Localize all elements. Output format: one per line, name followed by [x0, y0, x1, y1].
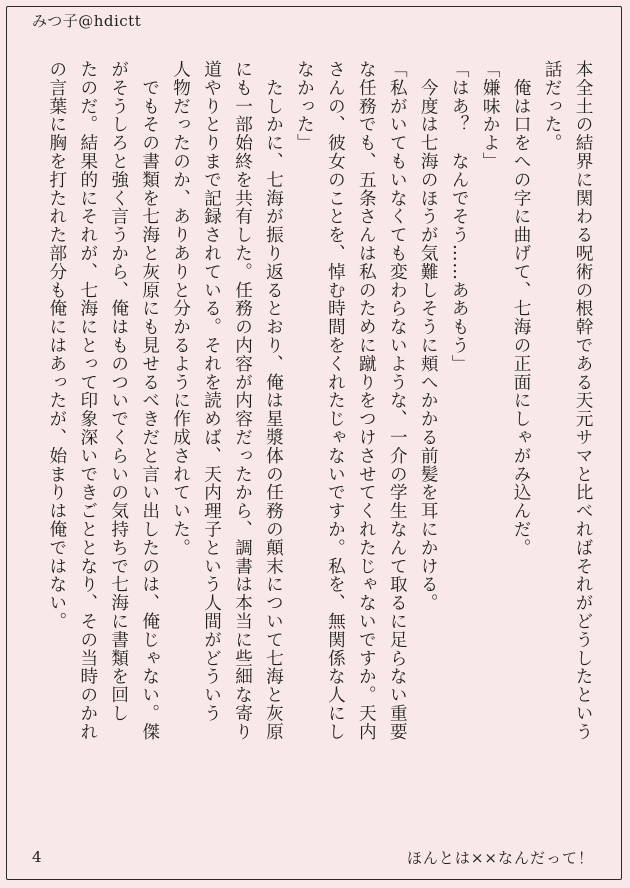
text-line: 「嫌味かよ」 [480, 60, 501, 171]
text-line: 俺は口をへの字に曲げて、七海の正面にしゃがみ込んだ。 [511, 60, 532, 557]
author-handle: みつ子@hdictt [32, 12, 142, 30]
text-line: にも一部始終を共有した。任務の内容が内容だったから、調書は本当に些細な寄り [232, 60, 253, 741]
text-line: でもその書類を七海と灰原にも見せるべきだと言い出したのは、俺じゃない。傑 [139, 60, 160, 741]
page-number: 4 [32, 848, 42, 866]
text-line: 道やりとりまで記録されている。それを読めば、天内理子という人間がどういう [201, 60, 222, 723]
text-line: たのだ。結果的にそれが、七海にとって印象深いできごととなり、その当時のかれ [77, 60, 98, 741]
text-line: 人物だったのか、ありありと分かるように作成されていた。 [170, 60, 191, 557]
text-line: たしかに、七海が振り返るとおり、俺は星漿体の任務の顛末について七海と灰原 [263, 60, 284, 741]
text-line: の言葉に胸を打たれた部分も俺にはあったが、始まりは俺ではない。 [46, 60, 67, 631]
text-line: なかった」 [294, 60, 315, 152]
text-line: な任務でも、五条さんは私のために蹴りをつけさせてくれたじゃないですか。天内 [356, 60, 377, 741]
text-line: 本全土の結界に関わる呪術の根幹である天元サマと比べればそれがどうしたという [573, 60, 593, 741]
text-line: 「はあ？ なんでそう……ああもう」 [449, 60, 470, 373]
text-line: がそうしろと強く言うから、俺はものついでくらいの気持ちで七海に書類を回し [108, 60, 129, 723]
text-line: 「私がいてもいなくても変わらないような、一介の学生なんて取るに足らない重要 [387, 60, 408, 741]
text-line: 今度は七海のほうが気難しそうに頬へかかる前髪を耳にかける。 [418, 60, 439, 612]
running-title: ほんとは××なんだって！ [406, 849, 594, 867]
text-line: 話だった。 [542, 60, 563, 152]
body-text [30, 60, 598, 820]
text-line: さんの、彼女のことを、悼む時間をくれたじゃないですか。私を、無関係な人にし [325, 60, 346, 741]
